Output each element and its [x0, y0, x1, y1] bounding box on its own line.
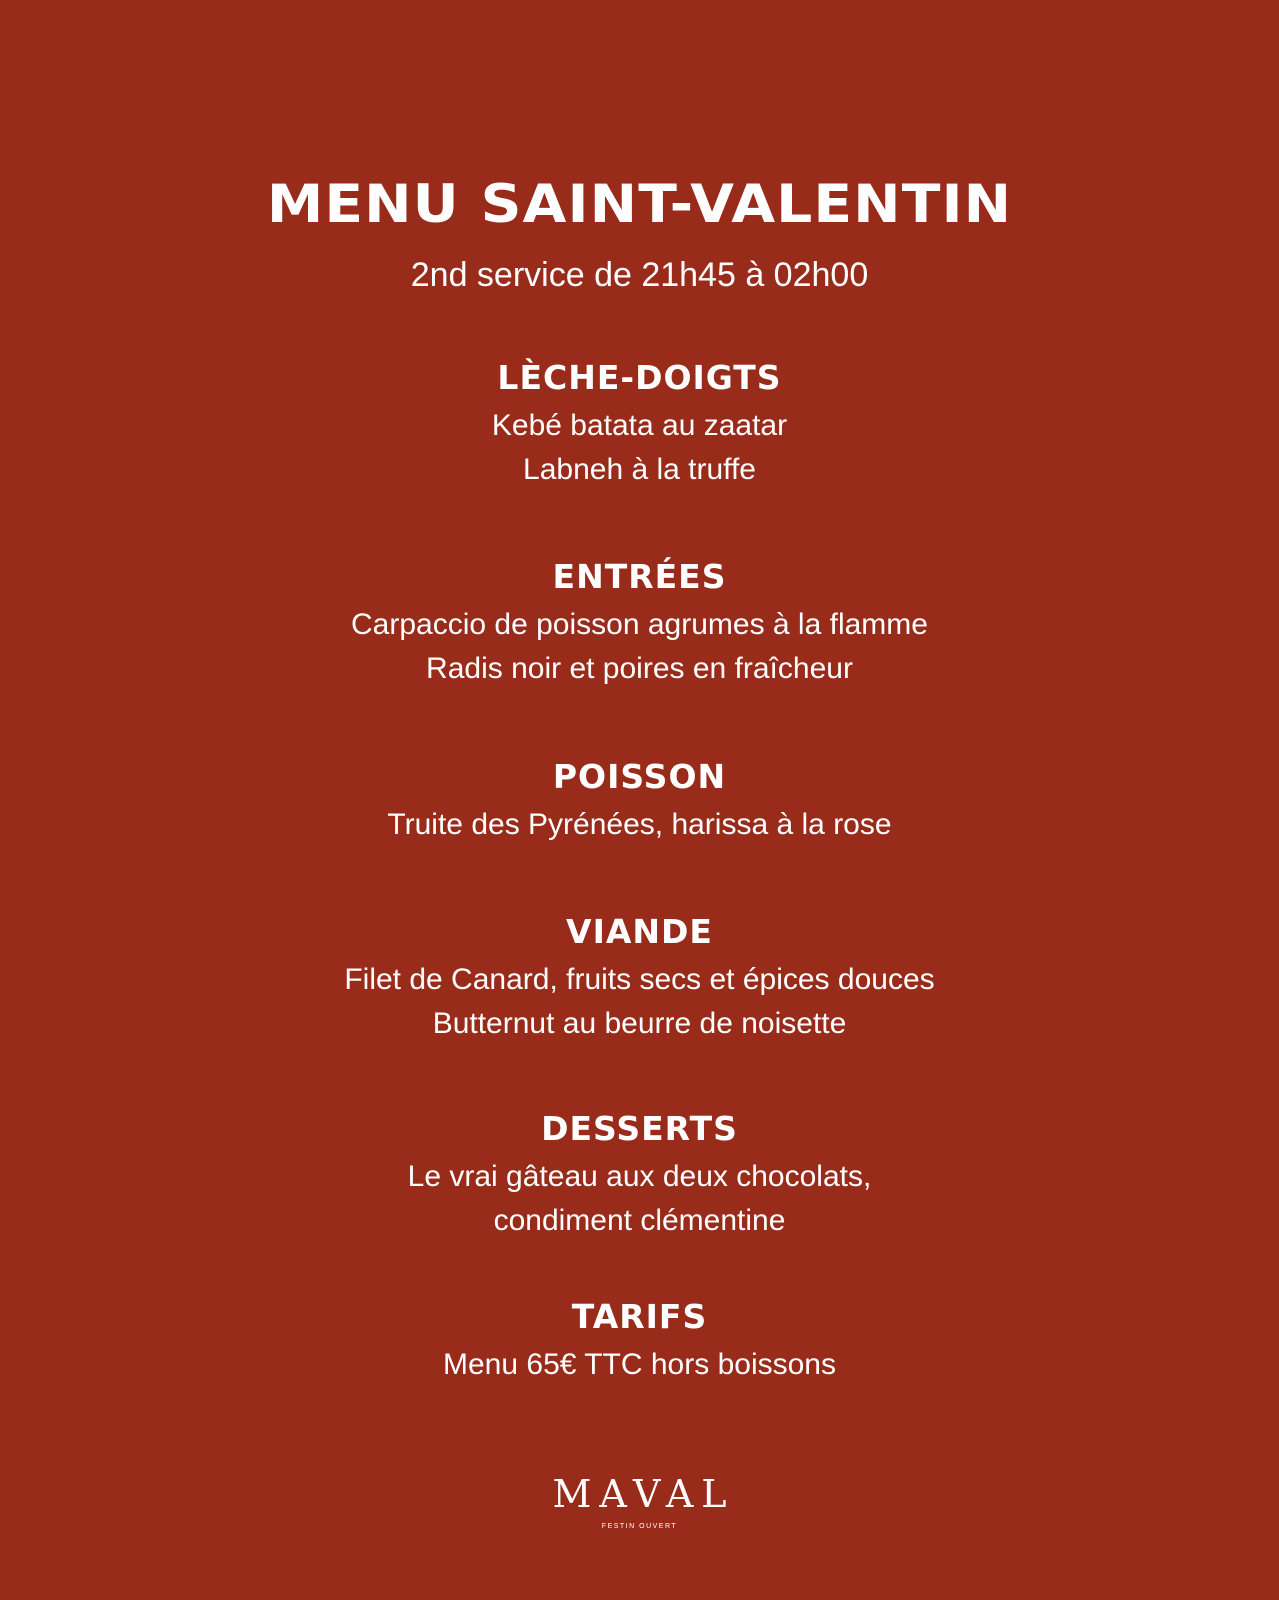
menu-item: Filet de Canard, fruits secs et épices douces — [344, 963, 935, 996]
menu-item: Kebé batata au zaatar — [491, 409, 788, 442]
brand-logo-tagline: FESTIN OUVERT — [601, 1523, 678, 1530]
section-heading: DESSERTS — [541, 1109, 738, 1148]
menu-item: Truite des Pyrénées, harissa à la rose — [387, 808, 892, 841]
section-desserts — [0, 1107, 1279, 1243]
section-heading: VIANDE — [566, 912, 713, 951]
section-leche-doigts — [0, 356, 1279, 492]
menu-item: Menu 65€ TTC hors boissons — [443, 1348, 836, 1381]
menu-item: Butternut au beurre de noisette — [432, 1007, 847, 1040]
section-heading: ENTRÉES — [552, 557, 727, 596]
menu-item: condiment clémentine — [493, 1204, 786, 1237]
menu-item: Labneh à la truffe — [523, 453, 756, 486]
service-time: 2nd service de 21h45 à 02h00 — [410, 256, 869, 294]
menu-item: Radis noir et poires en fraîcheur — [426, 652, 853, 685]
section-tarifs — [0, 1295, 1279, 1387]
section-heading: TARIFS — [571, 1297, 708, 1336]
menu-item: Le vrai gâteau aux deux chocolats, — [407, 1160, 872, 1193]
brand-logo-wordmark: MAVAL — [552, 1472, 735, 1516]
section-entrees — [0, 555, 1279, 691]
section-heading: LÈCHE-DOIGTS — [497, 358, 782, 397]
menu-title: MENU SAINT-VALENTIN — [266, 174, 1013, 235]
menu-item: Carpaccio de poisson agrumes à la flamme — [351, 608, 928, 641]
section-viande — [0, 910, 1279, 1046]
brand-logo — [0, 1472, 1279, 1532]
section-heading: POISSON — [552, 757, 727, 796]
section-poisson — [0, 755, 1279, 847]
